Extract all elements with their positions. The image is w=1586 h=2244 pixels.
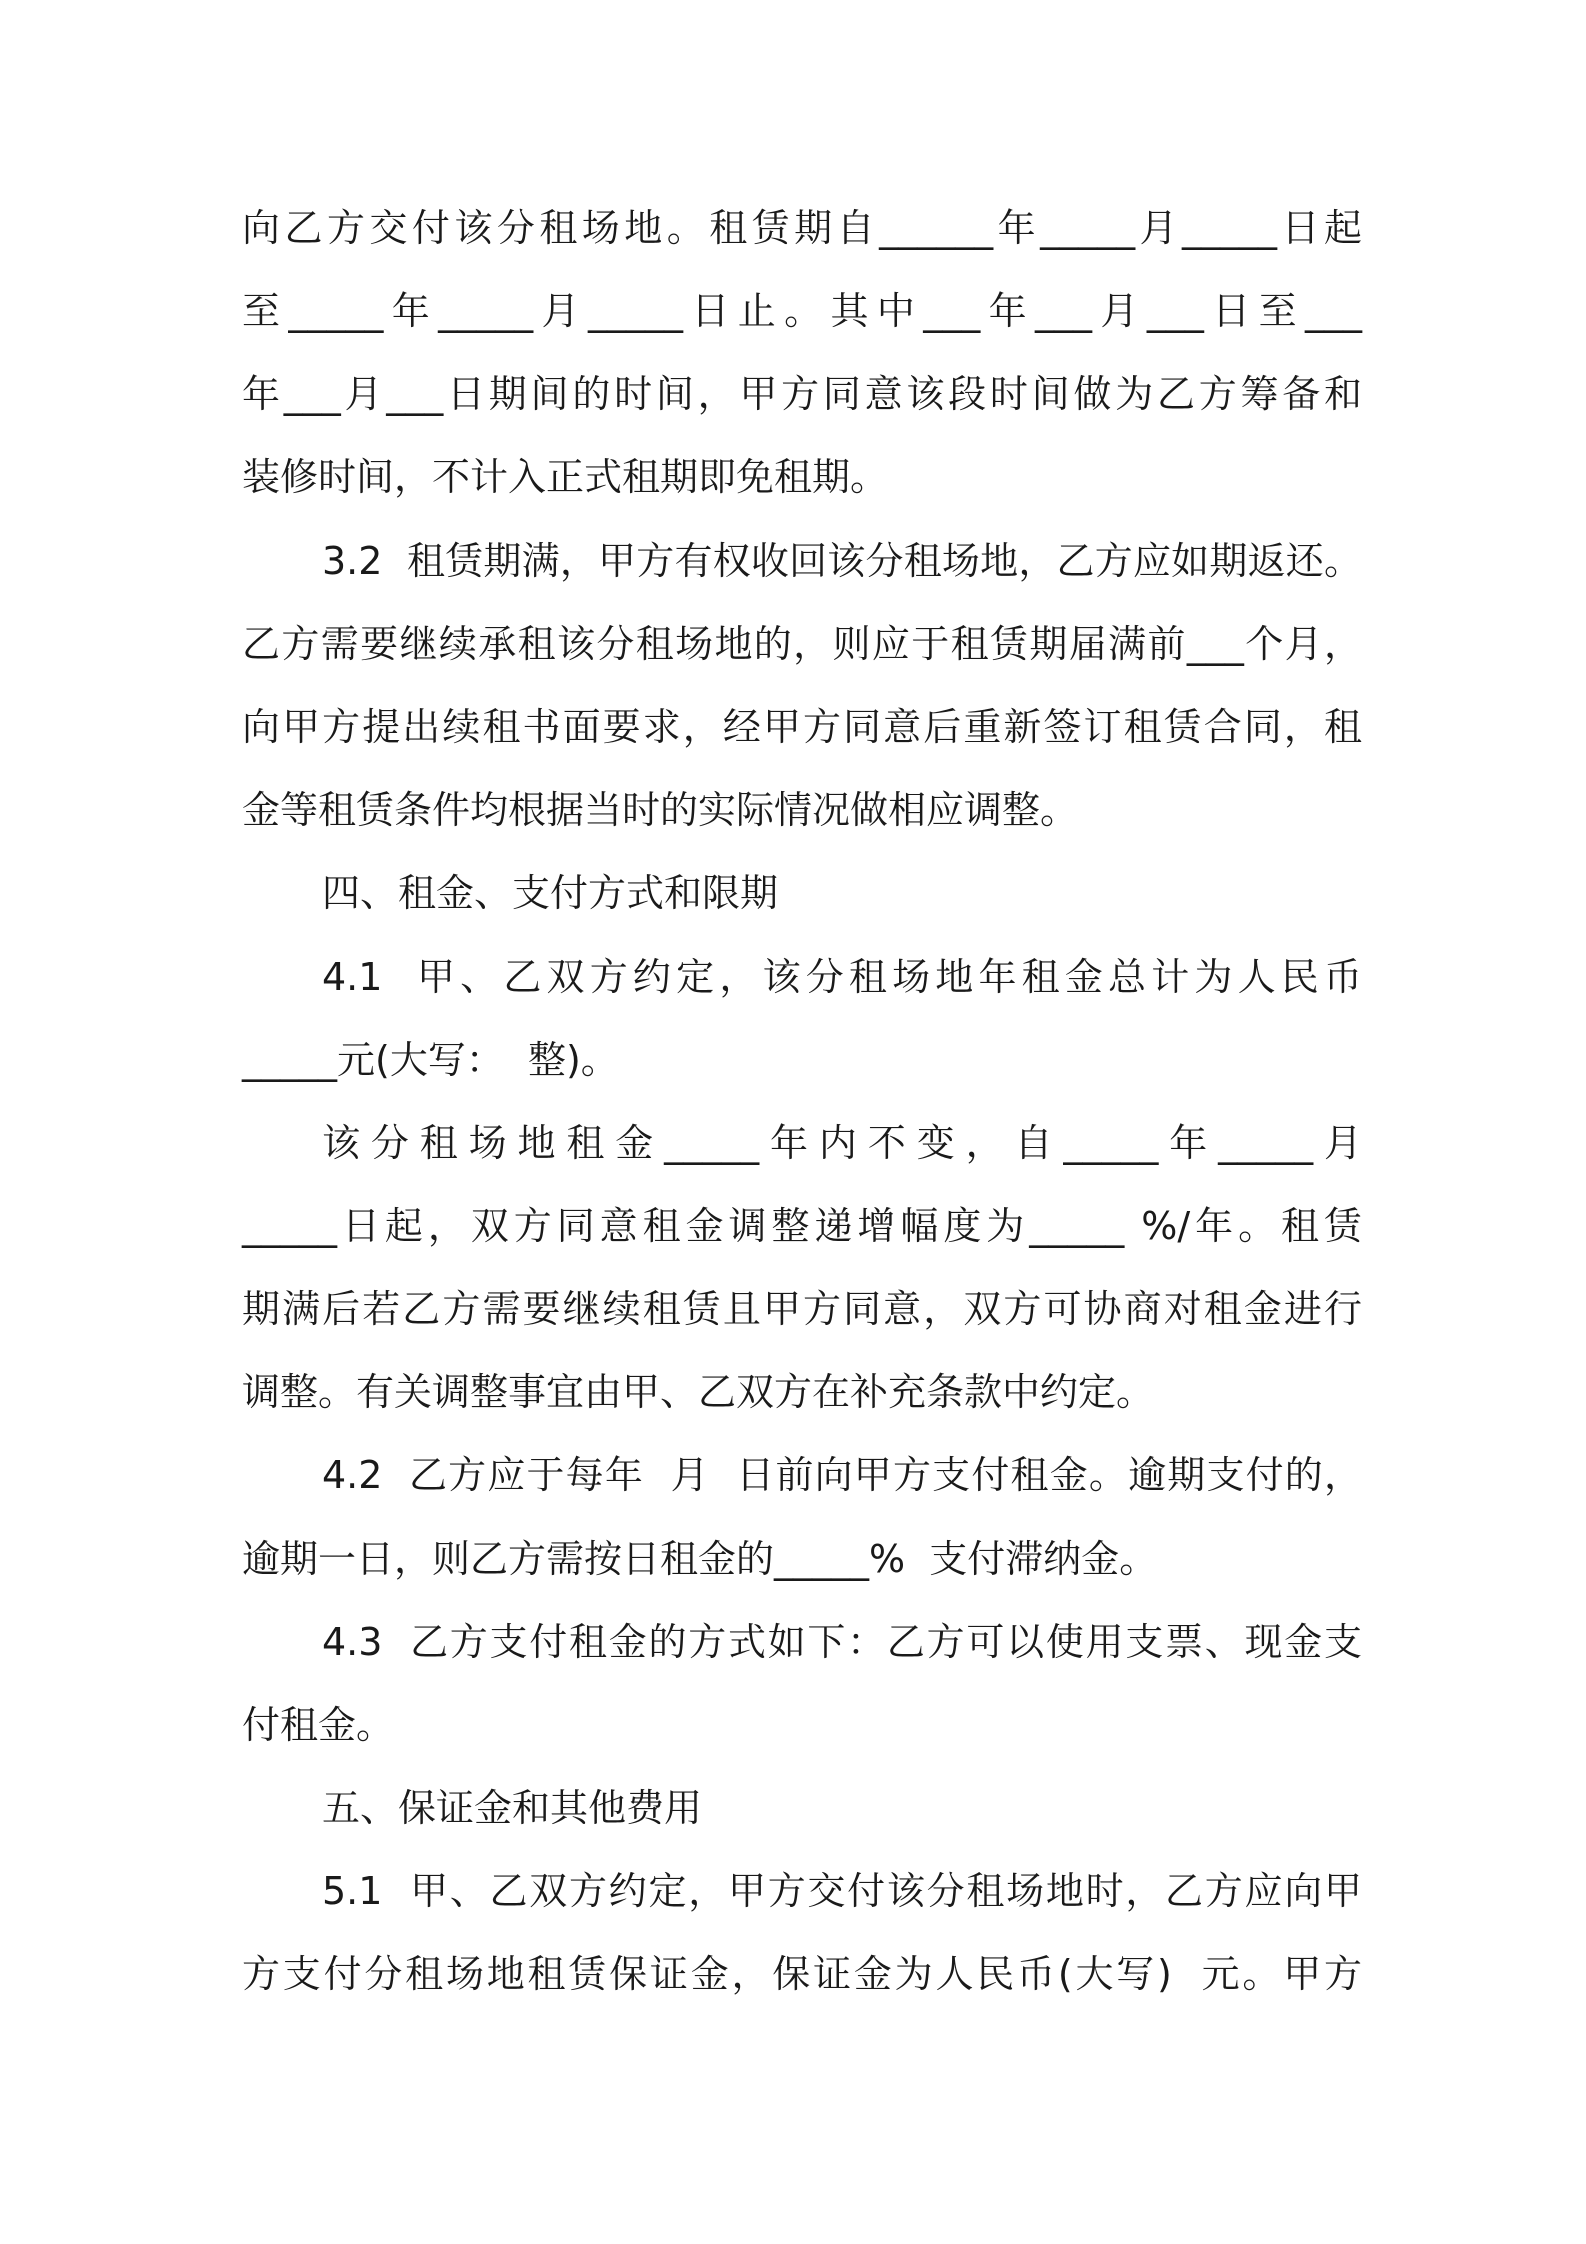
text-line: 至_____年_____月_____日止。其中___年___月___日至___ [242, 289, 1362, 333]
text-line: 年___月___日期间的时间，甲方同意该段时间做为乙方筹备和 [242, 372, 1362, 416]
text-line: 付租金。 [242, 1703, 395, 1747]
text-line: 向乙方交付该分租场地。租赁期自______年_____月_____日起 [242, 206, 1362, 250]
text-line: 方支付分租场地租赁保证金，保证金为人民币(大写) 元。甲方 [242, 1952, 1362, 1996]
text-line: 4.2 乙方应于每年 月 日前向甲方支付租金。逾期支付的， [322, 1453, 1362, 1497]
section-heading: 五、保证金和其他费用 [322, 1786, 703, 1830]
text-line: 该分租场地租金_____年内不变，自_____年_____月 [322, 1121, 1362, 1165]
text-line: 调整。有关调整事宜由甲、乙双方在补充条款中约定。 [242, 1370, 1155, 1414]
text-line: 4.1 甲、乙双方约定，该分租场地年租金总计为人民币 [322, 955, 1362, 999]
text-line: _____日起，双方同意租金调整递增幅度为_____ %/年。租赁 [242, 1204, 1362, 1248]
text-line: 乙方需要继续承租该分租场地的，则应于租赁期届满前___个月， [242, 622, 1362, 666]
section-heading: 四、租金、支付方式和限期 [322, 871, 779, 915]
text-line: _____元(大写： 整)。 [242, 1038, 619, 1082]
text-line: 逾期一日，则乙方需按日租金的_____% 支付滞纳金。 [242, 1537, 1158, 1581]
text-line: 4.3 乙方支付租金的方式如下：乙方可以使用支票、现金支 [322, 1620, 1362, 1664]
text-line: 期满后若乙方需要继续租赁且甲方同意，双方可协商对租金进行 [242, 1287, 1362, 1331]
text-line: 金等租赁条件均根据当时的实际情况做相应调整。 [242, 788, 1079, 832]
text-line: 3.2 租赁期满，甲方有权收回该分租场地，乙方应如期返还。 [322, 539, 1362, 583]
text-line: 5.1 甲、乙双方约定，甲方交付该分租场地时，乙方应向甲 [322, 1869, 1362, 1913]
text-line: 向甲方提出续租书面要求，经甲方同意后重新签订租赁合同，租 [242, 705, 1362, 749]
text-line: 装修时间，不计入正式租期即免租期。 [242, 455, 889, 499]
